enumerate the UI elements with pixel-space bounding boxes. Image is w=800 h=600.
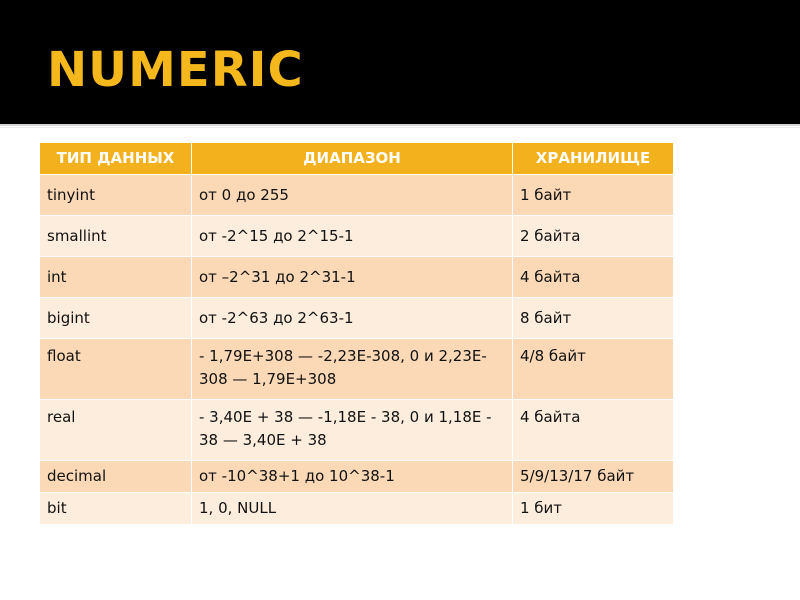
cell-storage: 2 байта	[513, 216, 674, 257]
cell-storage: 4/8 байт	[513, 339, 674, 400]
table-row	[40, 493, 674, 525]
header-data-type: ТИП ДАННЫХ	[40, 143, 192, 175]
table-row	[40, 175, 674, 216]
title-divider-light	[0, 127, 800, 128]
cell-storage: 1 бит	[513, 493, 674, 525]
cell-type: bigint	[40, 298, 192, 339]
title-bar	[0, 0, 800, 124]
cell-type: bit	[40, 493, 192, 525]
cell-range: от –2^31 до 2^31-1	[192, 257, 513, 298]
numeric-types-table	[39, 142, 674, 525]
cell-storage: 4 байта	[513, 257, 674, 298]
table-row	[40, 216, 674, 257]
cell-type: int	[40, 257, 192, 298]
cell-type: smallint	[40, 216, 192, 257]
cell-storage: 5/9/13/17 байт	[513, 461, 674, 493]
table-row	[40, 461, 674, 493]
cell-storage: 1 байт	[513, 175, 674, 216]
cell-range: - 1,79E+308 — -2,23E-308, 0 и 2,23E-308 — 1,79E+308	[192, 339, 513, 400]
table-row	[40, 400, 674, 461]
table-row	[40, 298, 674, 339]
table-row	[40, 257, 674, 298]
header-storage: ХРАНИЛИЩЕ	[513, 143, 674, 175]
cell-type: float	[40, 339, 192, 400]
title-divider	[0, 124, 800, 126]
slide-title: NUMERIC	[47, 42, 304, 98]
cell-type: decimal	[40, 461, 192, 493]
cell-storage: 4 байта	[513, 400, 674, 461]
cell-range: от -2^63 до 2^63-1	[192, 298, 513, 339]
header-range: ДИАПАЗОН	[192, 143, 513, 175]
cell-range: от 0 до 255	[192, 175, 513, 216]
table-header-row	[40, 143, 674, 175]
table-row	[40, 339, 674, 400]
cell-range: 1, 0, NULL	[192, 493, 513, 525]
cell-range: - 3,40E + 38 — -1,18E - 38, 0 и 1,18E - 38 — 3,40E + 38	[192, 400, 513, 461]
cell-range: от -2^15 до 2^15-1	[192, 216, 513, 257]
cell-type: tinyint	[40, 175, 192, 216]
cell-range: от -10^38+1 до 10^38-1	[192, 461, 513, 493]
cell-type: real	[40, 400, 192, 461]
cell-storage: 8 байт	[513, 298, 674, 339]
